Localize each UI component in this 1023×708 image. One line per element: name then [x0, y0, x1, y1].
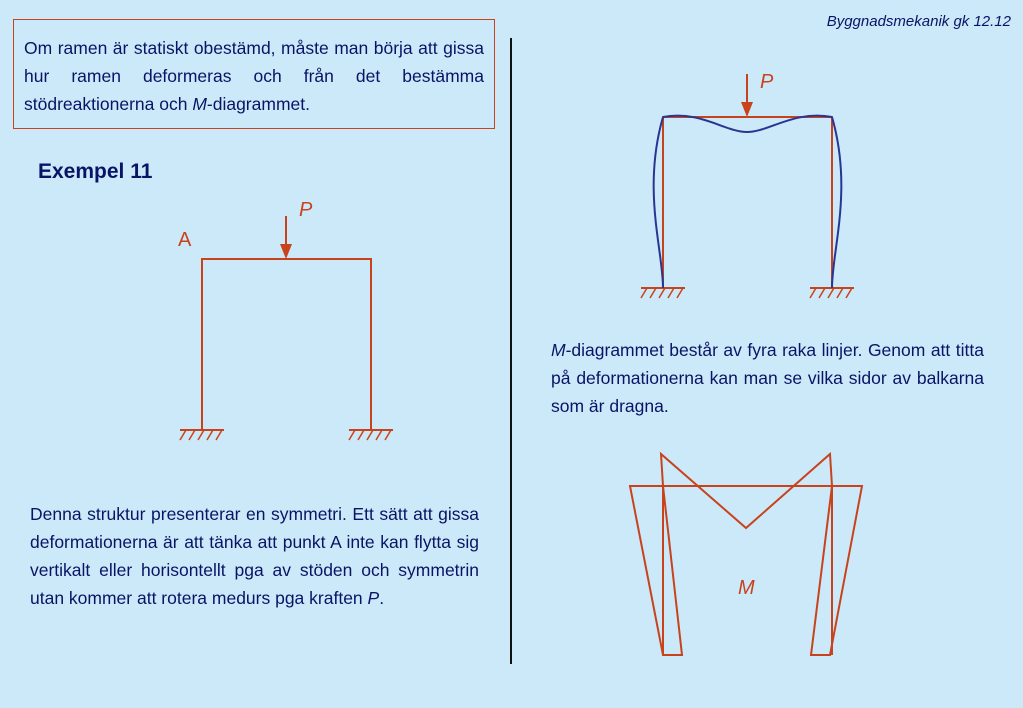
intro-text-end: -diagrammet.: [206, 94, 310, 114]
point-a-label: A: [178, 229, 192, 251]
left-paragraph-end: .: [379, 588, 385, 608]
left-paragraph: [30, 500, 479, 612]
moment-right-column: [811, 486, 862, 655]
intro-text: Om ramen är statiskt obestämd, måste man börja att gissa hur ramen deformeras och från det bestämma stödreaktionerna och: [24, 38, 484, 114]
page-header: Byggnadsmekanik gk 12.12: [826, 13, 1011, 30]
right-paragraph-text: -diagrammet består av fyra raka linjer. Genom att titta på deformationerna kan man se vilka sidor av balkarna som är dragna.: [551, 340, 984, 416]
deformed-force-label: P: [760, 71, 774, 93]
moment-frame-outline: [663, 486, 832, 655]
moment-label: M: [738, 577, 755, 599]
moment-beam: [661, 454, 832, 528]
left-paragraph-italic: P: [367, 588, 380, 608]
left-paragraph-text: Denna struktur presenterar en symmetri. Ett sätt att gissa deformationerna är att tänka att punkt A inte kan flytta sig vertikalt eller horisontellt pga av stöden och symmetrin utan kommer att rotera medurs pga kraften: [30, 504, 479, 608]
moment-left-column: [630, 486, 682, 655]
example-title: Exempel 11: [38, 160, 153, 183]
right-paragraph-italic: M: [551, 340, 566, 360]
force-label: P: [299, 199, 313, 221]
intro-italic: M: [192, 94, 207, 114]
